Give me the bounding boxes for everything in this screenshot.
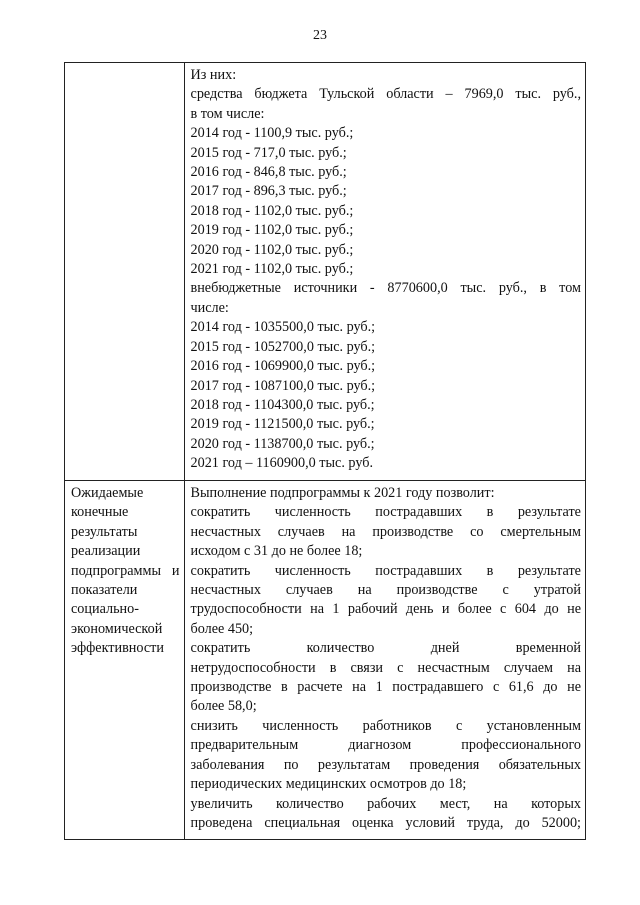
expected-results-text-line: сократить численность пострадавших в результате (190, 562, 581, 579)
expected-results-label-line: конечные (71, 504, 129, 521)
expected-results-text-line: снизить численность работников с установленным (190, 717, 581, 734)
expected-results-label-line: результаты (71, 523, 138, 540)
expected-results-label-cell (65, 481, 185, 840)
expected-results-text-line: несчастных случаев на производстве со смертельным (190, 523, 581, 540)
expected-results-text-line: заболевания по результатам проведения обязательных (190, 756, 581, 773)
expected-results-text-line: предварительным диагнозом профессионального (190, 737, 581, 754)
expected-results-label-line: Ожидаемые (71, 485, 144, 501)
funding-text-line: 2021 год – 1160900,0 тыс. руб. (190, 455, 374, 472)
funding-text-line: Из них: (190, 67, 237, 83)
expected-results-label-line: эффективности (71, 640, 164, 657)
subprogram-passport-table (64, 62, 586, 840)
page-number: 23 (313, 28, 327, 43)
funding-text-line: в том числе: (190, 105, 265, 122)
expected-results-text-line: сократить количество дней временной (190, 640, 581, 657)
funding-text-line: 2021 год - 1102,0 тыс. руб.; (190, 261, 354, 278)
expected-results-value-cell (184, 481, 585, 840)
funding-text-line: 2019 год - 1121500,0 тыс. руб.; (190, 416, 375, 433)
expected-results-text-line: сократить численность пострадавших в результате (190, 504, 581, 521)
table-row-expected-results (65, 481, 586, 840)
expected-results-label-line: реализации (71, 543, 141, 560)
funding-text-line: 2014 год - 1100,9 тыс. руб.; (190, 125, 354, 142)
funding-text-line: 2015 год - 717,0 тыс. руб.; (190, 144, 347, 161)
funding-text-line: 2016 год - 1069900,0 тыс. руб.; (190, 358, 376, 375)
funding-text-line: 2019 год - 1102,0 тыс. руб.; (190, 222, 354, 239)
expected-results-text-line: Выполнение подпрограммы к 2021 году позволит: (190, 485, 495, 501)
funding-text-line: 2016 год - 846,8 тыс. руб.; (190, 164, 347, 181)
expected-results-text-line: проведена специальная оценка условий труда, до 52000; (190, 814, 581, 831)
expected-results-text-line: исходом с 31 до не более 18; (190, 543, 363, 560)
funding-text-line: 2018 год - 1104300,0 тыс. руб.; (190, 396, 375, 413)
expected-results-label-line: социально- (71, 601, 139, 618)
expected-results-text-line: нетрудоспособности в связи с несчастным случаем на (190, 659, 581, 676)
expected-results-label-line: подпрограммы и (71, 562, 180, 579)
funding-label-cell (65, 63, 185, 481)
expected-results-label-line: показатели (71, 582, 138, 599)
expected-results-text-line: более 58,0; (190, 698, 257, 715)
funding-text-line: числе: (190, 299, 229, 316)
expected-results-text-line: трудоспособности на 1 рабочий день и более с 604 до не (190, 601, 581, 618)
expected-results-text-line: увеличить количество рабочих мест, на которых (190, 795, 581, 812)
expected-results-text-line: несчастных случаев на производстве с утратой (190, 582, 581, 599)
funding-value-cell (184, 63, 585, 481)
table-row-funding (65, 63, 586, 481)
funding-text-line: внебюджетные источники - 8770600,0 тыс. руб., в том (190, 280, 581, 297)
expected-results-text-line: производстве в расчете на 1 пострадавшего с 61,6 до не (190, 679, 581, 696)
expected-results-label-line: экономической (71, 620, 163, 637)
funding-text-line: средства бюджета Тульской области – 7969,0 тыс. руб., (190, 86, 581, 103)
expected-results-text-line: более 450; (190, 620, 254, 637)
funding-text-line: 2020 год - 1138700,0 тыс. руб.; (190, 435, 375, 452)
funding-text-line: 2017 год - 1087100,0 тыс. руб.; (190, 377, 376, 394)
funding-text-line: 2018 год - 1102,0 тыс. руб.; (190, 202, 354, 219)
funding-text-line: 2020 год - 1102,0 тыс. руб.; (190, 241, 354, 258)
funding-text-line: 2015 год - 1052700,0 тыс. руб.; (190, 338, 376, 355)
expected-results-text-line: периодических медицинских осмотров до 18; (190, 776, 467, 793)
funding-text-line: 2017 год - 896,3 тыс. руб.; (190, 183, 347, 200)
funding-text-line: 2014 год - 1035500,0 тыс. руб.; (190, 319, 376, 336)
